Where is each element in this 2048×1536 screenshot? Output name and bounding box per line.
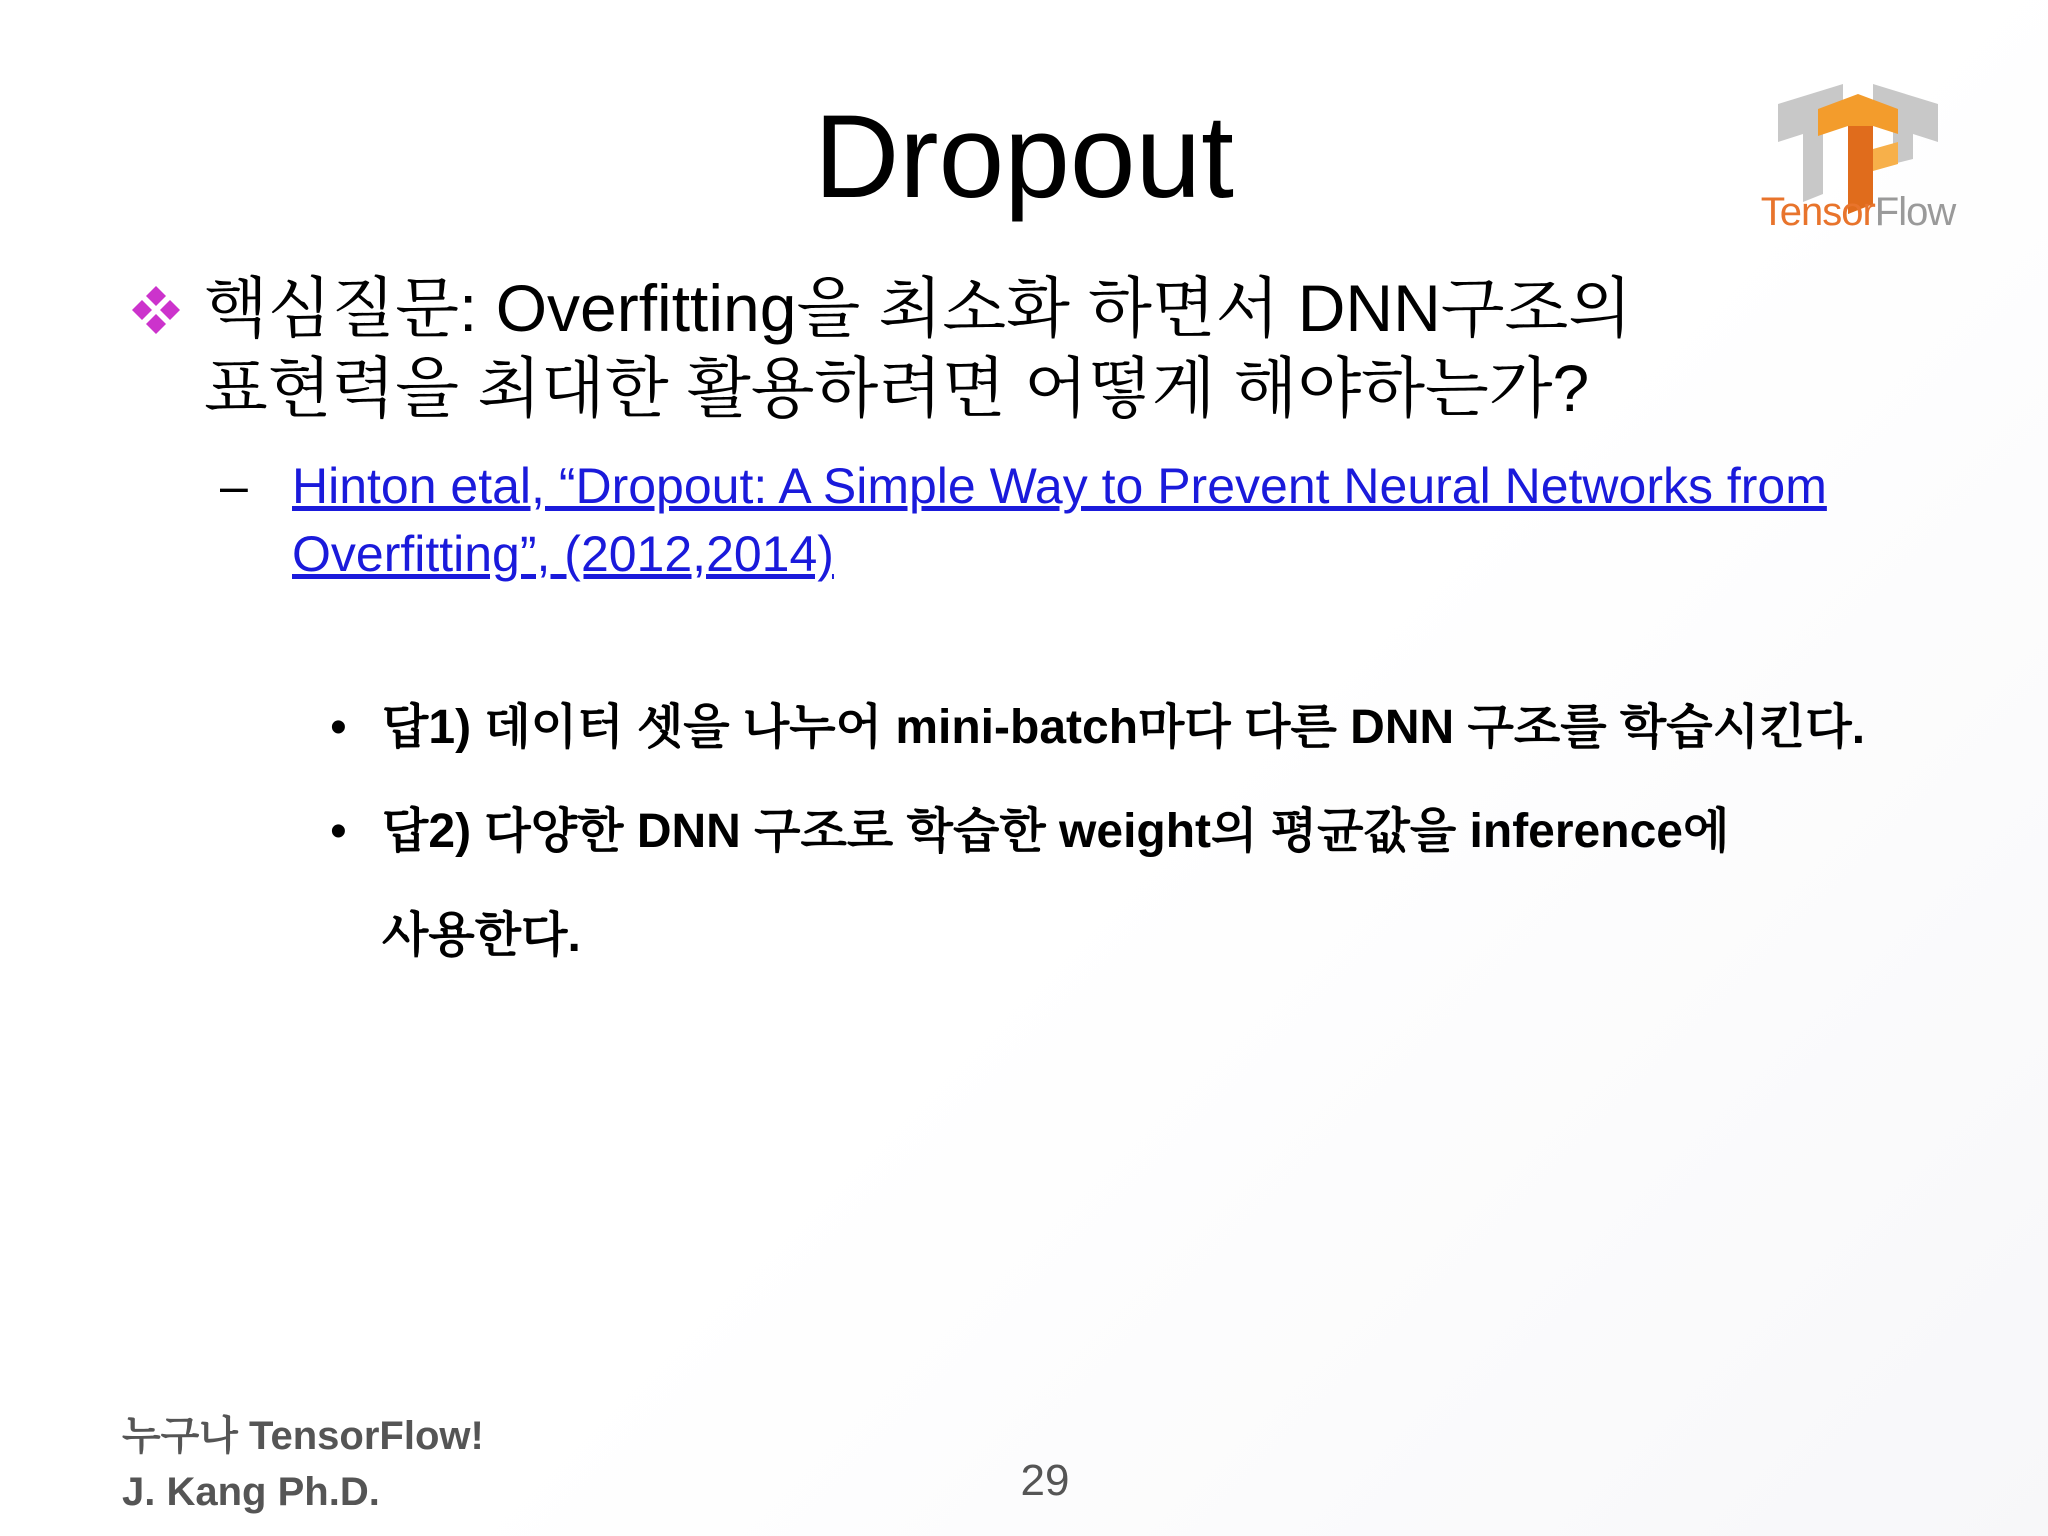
question-line-1: 핵심질문: Overfitting을 최소화 하면서 DNN구조의: [204, 271, 1633, 345]
slide-title: Dropout: [814, 91, 1234, 223]
question-line-2: 표현력을 최대한 활용하려면 어떻게 해야하는가?: [204, 351, 1590, 425]
tensorflow-logo-text: [1748, 190, 1968, 235]
logo-text-tensor: Tensor: [1760, 190, 1875, 234]
footer-line-1: 누구나 TensorFlow!: [122, 1414, 484, 1458]
question-text: [204, 268, 1824, 428]
bullet-dot: •: [330, 701, 347, 754]
reference-line-1: Hinton etal, “Dropout: A Simple Way to Prevent Neural Networks from: [292, 458, 1827, 514]
page-number: 29: [1020, 1456, 1070, 1505]
bullet-dot: •: [330, 805, 347, 858]
reference-line-2: Overfitting”, (2012,2014): [292, 526, 834, 582]
reference-link[interactable]: [292, 452, 1972, 588]
answer-2-line-2: 사용한다.: [382, 909, 581, 962]
answer-1-text: 답1) 데이터 셋을 나누어 mini-batch마다 다른 DNN 구조를 학습시킨다.: [382, 701, 1866, 754]
footer-line-2: J. Kang Ph.D.: [122, 1470, 380, 1514]
answer-2-line-1: 답2) 다양한 DNN 구조로 학습한 weight의 평균값을 inference에: [382, 805, 1730, 858]
logo-text-flow: Flow: [1874, 190, 1956, 234]
four-diamond-bullet-icon: [128, 282, 184, 338]
answer-2-text: [382, 780, 1982, 988]
footer-credit: [122, 1408, 484, 1520]
reference-dash: –: [220, 458, 248, 514]
